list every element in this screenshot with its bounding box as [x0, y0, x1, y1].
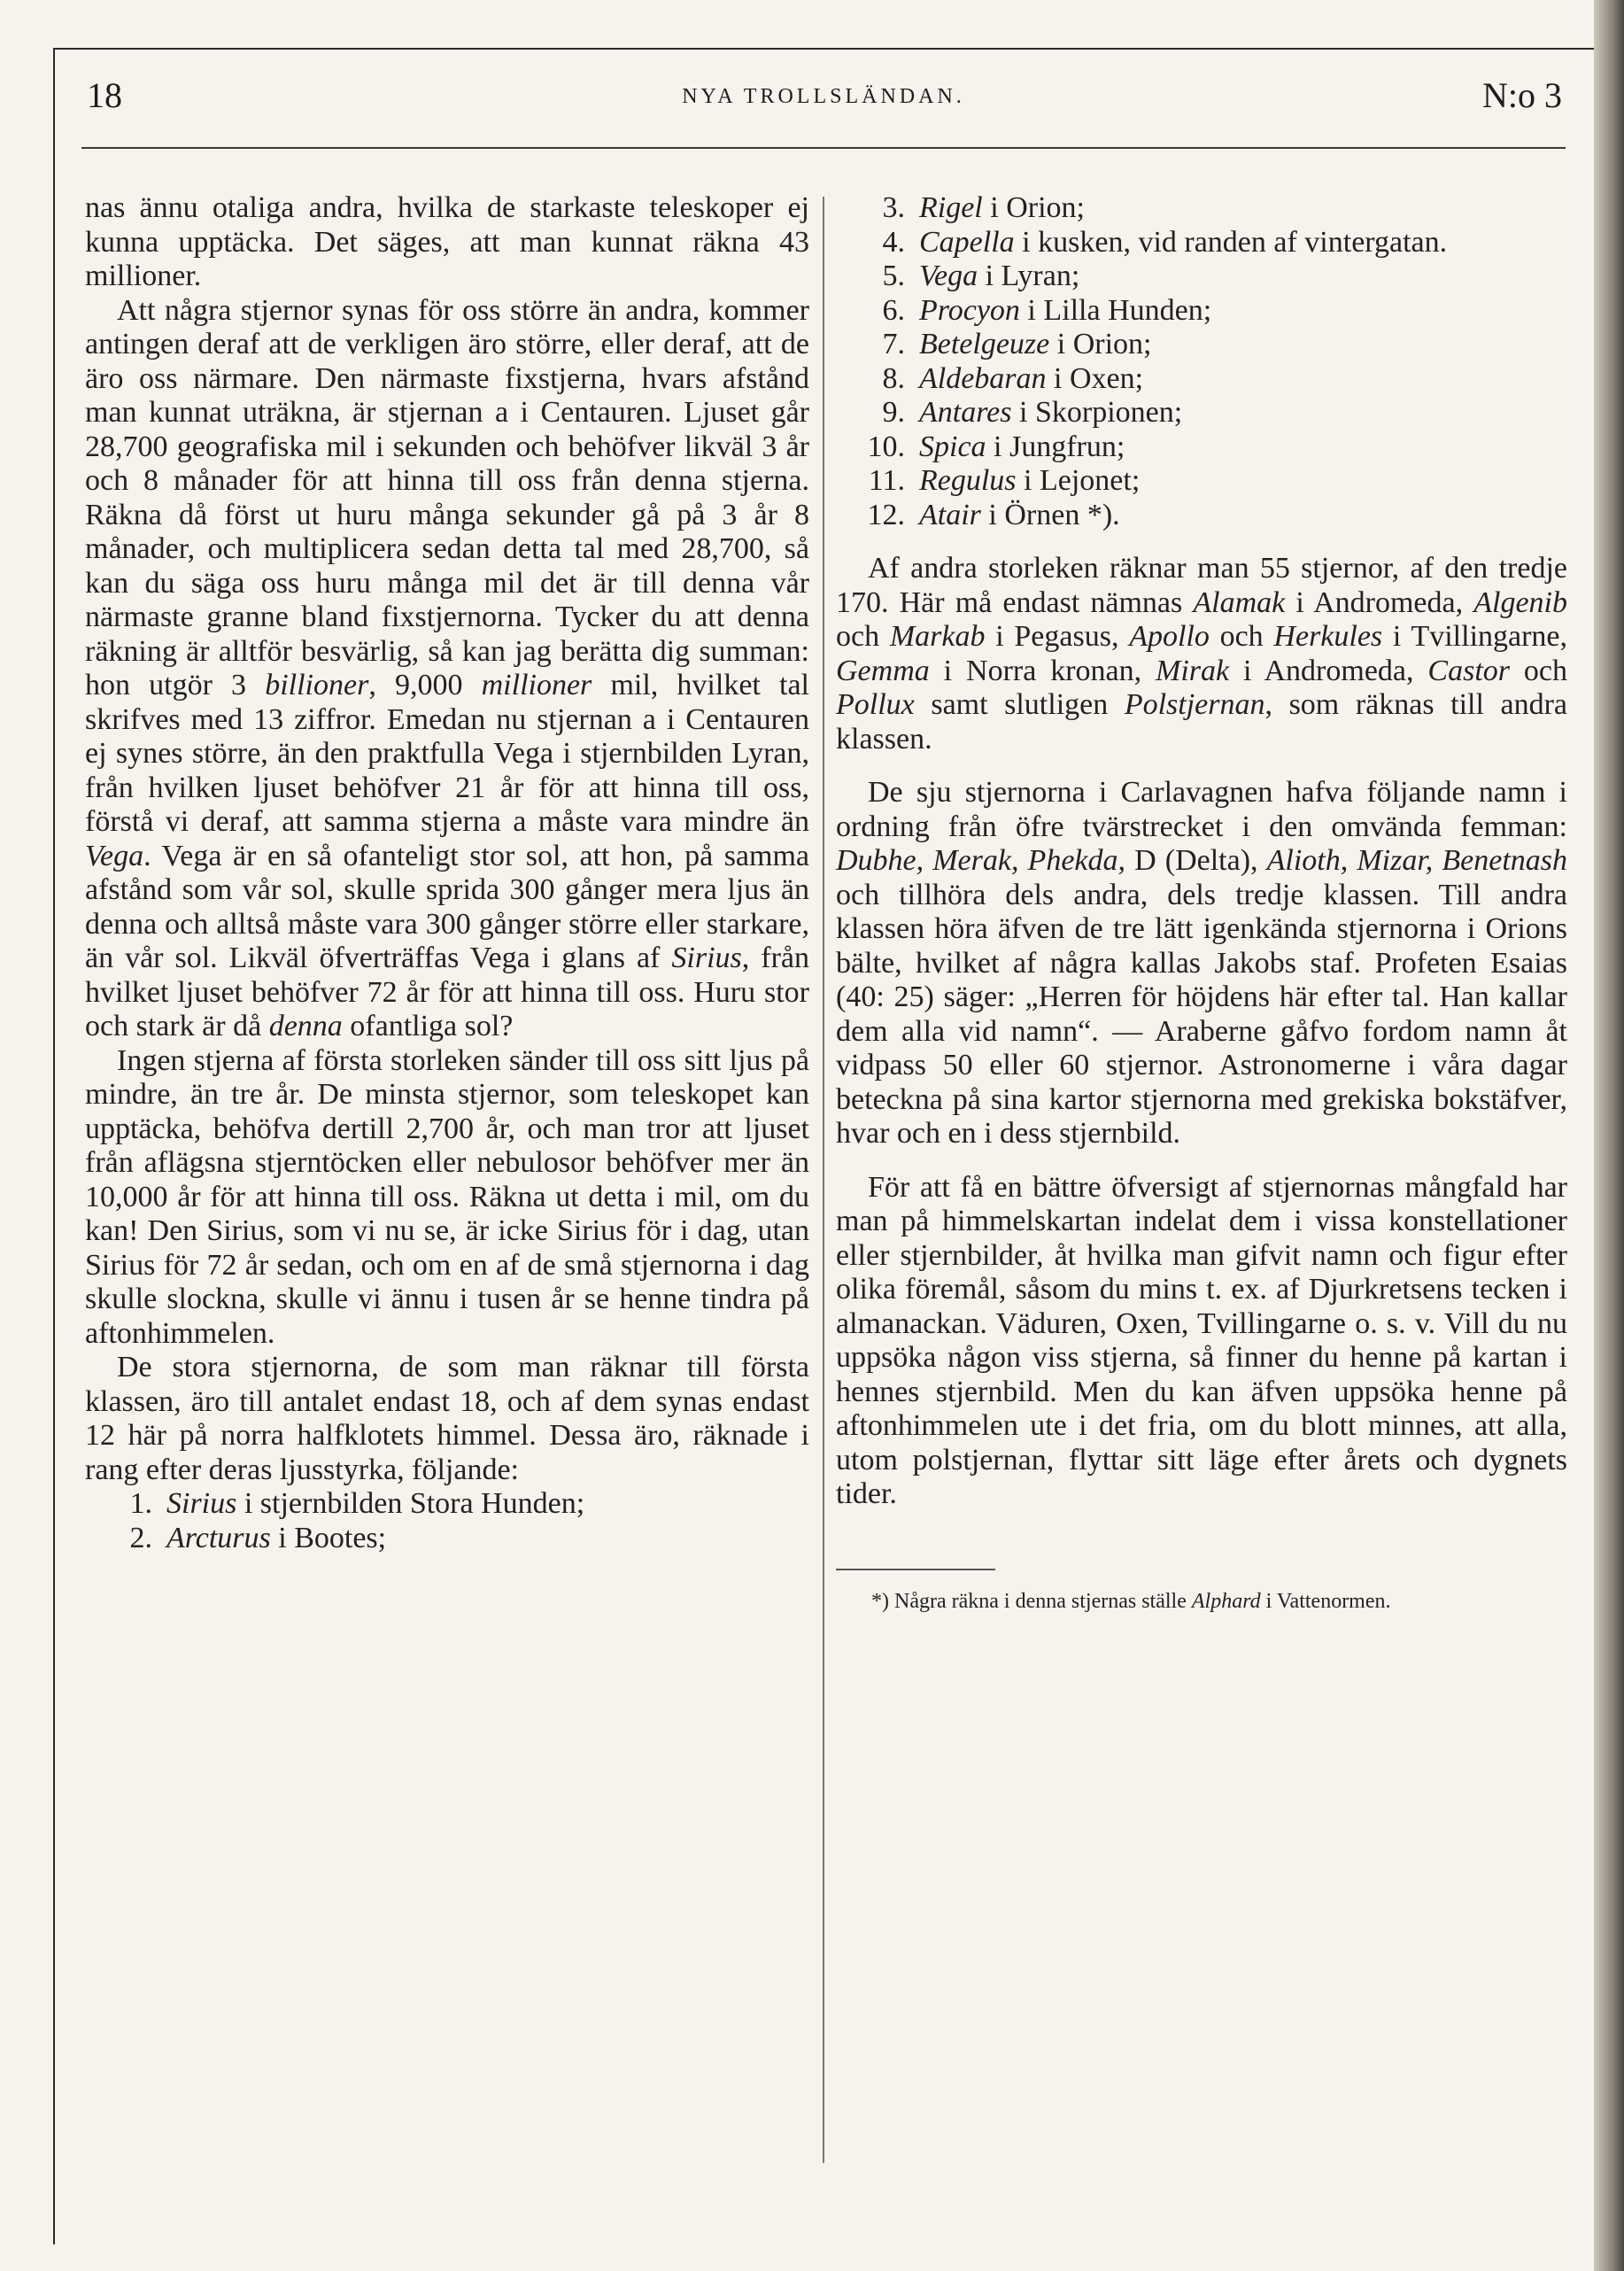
right-paragraph-2: De sju stjernorna i Carlavagnen hafva följande namn i ordning från öfre tvärstrecket i den omvända femman: Dubhe, Merak, Phekda, D (Delta), Alioth, Mizar, Benetnash och tillhöra dels andra, dels tredje klassen. Till andra klassen höra äfven de tre lätt igenkända stjernorna i Orions bälte, hvilket af några kallas Jakobs staf. Profeten Esaias (40: 25) säger: „Herren för höjdens här efter tal. Han kallar dem alla vid namn“. — Araberne gåfvo fordom namn åt vidpass 50 eller 60 stjernor. Astronomerne i våra dagar beteckna på sina kartor stjernorna med grekiska bokstäfver, hvar och en i dess stjernbild.	[836, 776, 1568, 1150]
left-paragraph-4: De stora stjernorna, de som man räknar till första klassen, äro till antalet endast 18, och af dem synas endast 12 här på norra halfklotets himmel. Dessa äro, räknade i rang efter deras ljusstyrka, följande:	[85, 1351, 809, 1486]
page-binding-edge	[1594, 0, 1624, 2271]
list-item: 10. Spica i Jungfrun;	[867, 430, 1125, 463]
right-paragraph-3: För att få en bättre öfversigt af stjernornas mångfald har man på himmelskartan indelat dem i vissa konstellationer eller stjernbilder, åt hvilka man gifvit namn och figur efter olika föremål, såsom du mins t. ex. af Djurkretsens tecken i almanackan. Väduren, Oxen, Tvillingarne o. s. v. Vill du nu uppsöka någon viss stjerna, så finner du henne på kartan i hennes stjernbild. Men du kan äfven uppsöka henne på aftonhimmelen ute i det fria, om du blott minnes, att alla, utom polstjernan, flyttar sitt läge efter årets och dygnets tider.	[836, 1170, 1567, 1510]
left-column	[85, 191, 809, 1555]
star-list-left	[85, 1487, 809, 1555]
list-item: 2. Arcturus i Bootes;	[129, 1521, 387, 1554]
footnote: *) Några räkna i denna stjernas ställe Alphard i Vattenormen.	[871, 1589, 1391, 1613]
left-paragraph-2: Att några stjernor synas för oss större än andra, kommer antingen deraf att de verkligen äro större, eller deraf, att de äro oss närmare. Den närmaste fixstjerna, hvars afstånd man kunnat uträkna, är stjernan a i Centauren. Ljuset går 28,700 geografiska mil i sekunden och behöfver likväl 3 år och 8 månader för att hinna till oss från denna stjerna. Räkna då först ut huru många sekunder gå på 3 år 8 månader, och multiplicera sedan detta tal med 28,700, så kan du säga oss huru många mil det är till denna vår närmaste granne bland fixstjernorna. Tycker du att denna räkning är alltför besvärlig, så kan jag berätta dig summan: hon utgör 3 billioner, 9,000 millioner mil, hvilket tal skrifves med 13 ziffror. Emedan nu stjernan a i Centauren ej synes större, än den praktfulla Vega i stjernbilden Lyran, från hvilken ljuset behöfver 21 år för att hinna till oss, förstå vi deraf, att samma stjerna a måste vara mindre än Vega. Vega är en så ofanteligt stor sol, att hon, på samma afstånd som vår sol, skulle sprida 300 gånger mera ljus än denna och alltså måste vara 300 gånger större eller starkare, än vår sol. Likväl öfverträffas Vega i glans af Sirius, från hvilket ljuset behöfver 72 år för att hinna till oss. Huru stor och stark är då denna ofantliga sol?	[85, 293, 809, 1042]
footnote-rule	[836, 1569, 995, 1570]
list-item: 9. Antares i Skorpionen;	[882, 396, 1183, 429]
star-list-right	[836, 191, 1567, 532]
left-paragraph-3: Ingen stjerna af första storleken sänder till oss sitt ljus på mindre, än tre år. De minsta stjernor, som teleskopet kan upptäcka, behöfva dertill 2,700 år, och man tror att ljuset från aflägsna stjerntöcken eller nebulosor behöfver mer än 10,000 år för att hinna till oss. Räkna ut detta i mil, om du kan! Den Sirius, som vi nu se, är icke Sirius för i dag, utan Sirius för 72 år sedan, och om en af de små stjernorna i dag skulle slockna, skulle vi ännu i tusen år se henne tindra på aftonhimmelen.	[85, 1043, 809, 1350]
running-title: NYA TROLLSLÄNDAN.	[682, 85, 965, 108]
page-header	[81, 69, 1566, 122]
list-item: 8. Aldebaran i Oxen;	[882, 361, 1144, 395]
spacer	[836, 1151, 1567, 1171]
column-divider	[823, 197, 824, 2163]
list-item: 3. Rigel i Orion;	[882, 191, 1085, 224]
header-rule	[81, 147, 1566, 149]
list-item: 5. Vega i Lyran;	[882, 260, 1080, 292]
list-item: 1. Sirius i stjernbilden Stora Hunden;	[129, 1487, 585, 1520]
list-item: 6. Procyon i Lilla Hunden;	[882, 293, 1212, 327]
spacer	[836, 756, 1567, 776]
top-frame-line	[53, 48, 1594, 50]
list-item: 7. Betelgeuze i Orion;	[882, 328, 1152, 360]
list-item: 11. Regulus i Lejonet;	[868, 464, 1141, 497]
right-column	[836, 191, 1567, 1616]
spacer	[836, 532, 1567, 552]
issue-number: N:o 3	[1482, 75, 1562, 115]
list-item: 4. Capella i kusken, vid randen af vintergatan.	[882, 225, 1448, 259]
left-paragraph-1: nas ännu otaliga andra, hvilka de starkaste teleskoper ej kunna upptäcka. Det säges, att man kunnat räkna 43 millioner.	[85, 191, 809, 292]
left-frame-line	[53, 48, 55, 2244]
list-item: 12. Atair i Örnen *).	[867, 498, 1120, 531]
right-paragraph-1: Af andra storleken räknar man 55 stjernor, af den tredje 170. Här må endast nämnas Alamak i Andromeda, Algenib och Markab i Pegasus, Apollo och Herkules i Tvillingarne, Gemma i Norra kronan, Mirak i Andromeda, Castor och Pollux samt slutligen Polstjernan, som räknas till andra klassen.	[836, 552, 1568, 756]
page-number: 18	[87, 75, 122, 115]
